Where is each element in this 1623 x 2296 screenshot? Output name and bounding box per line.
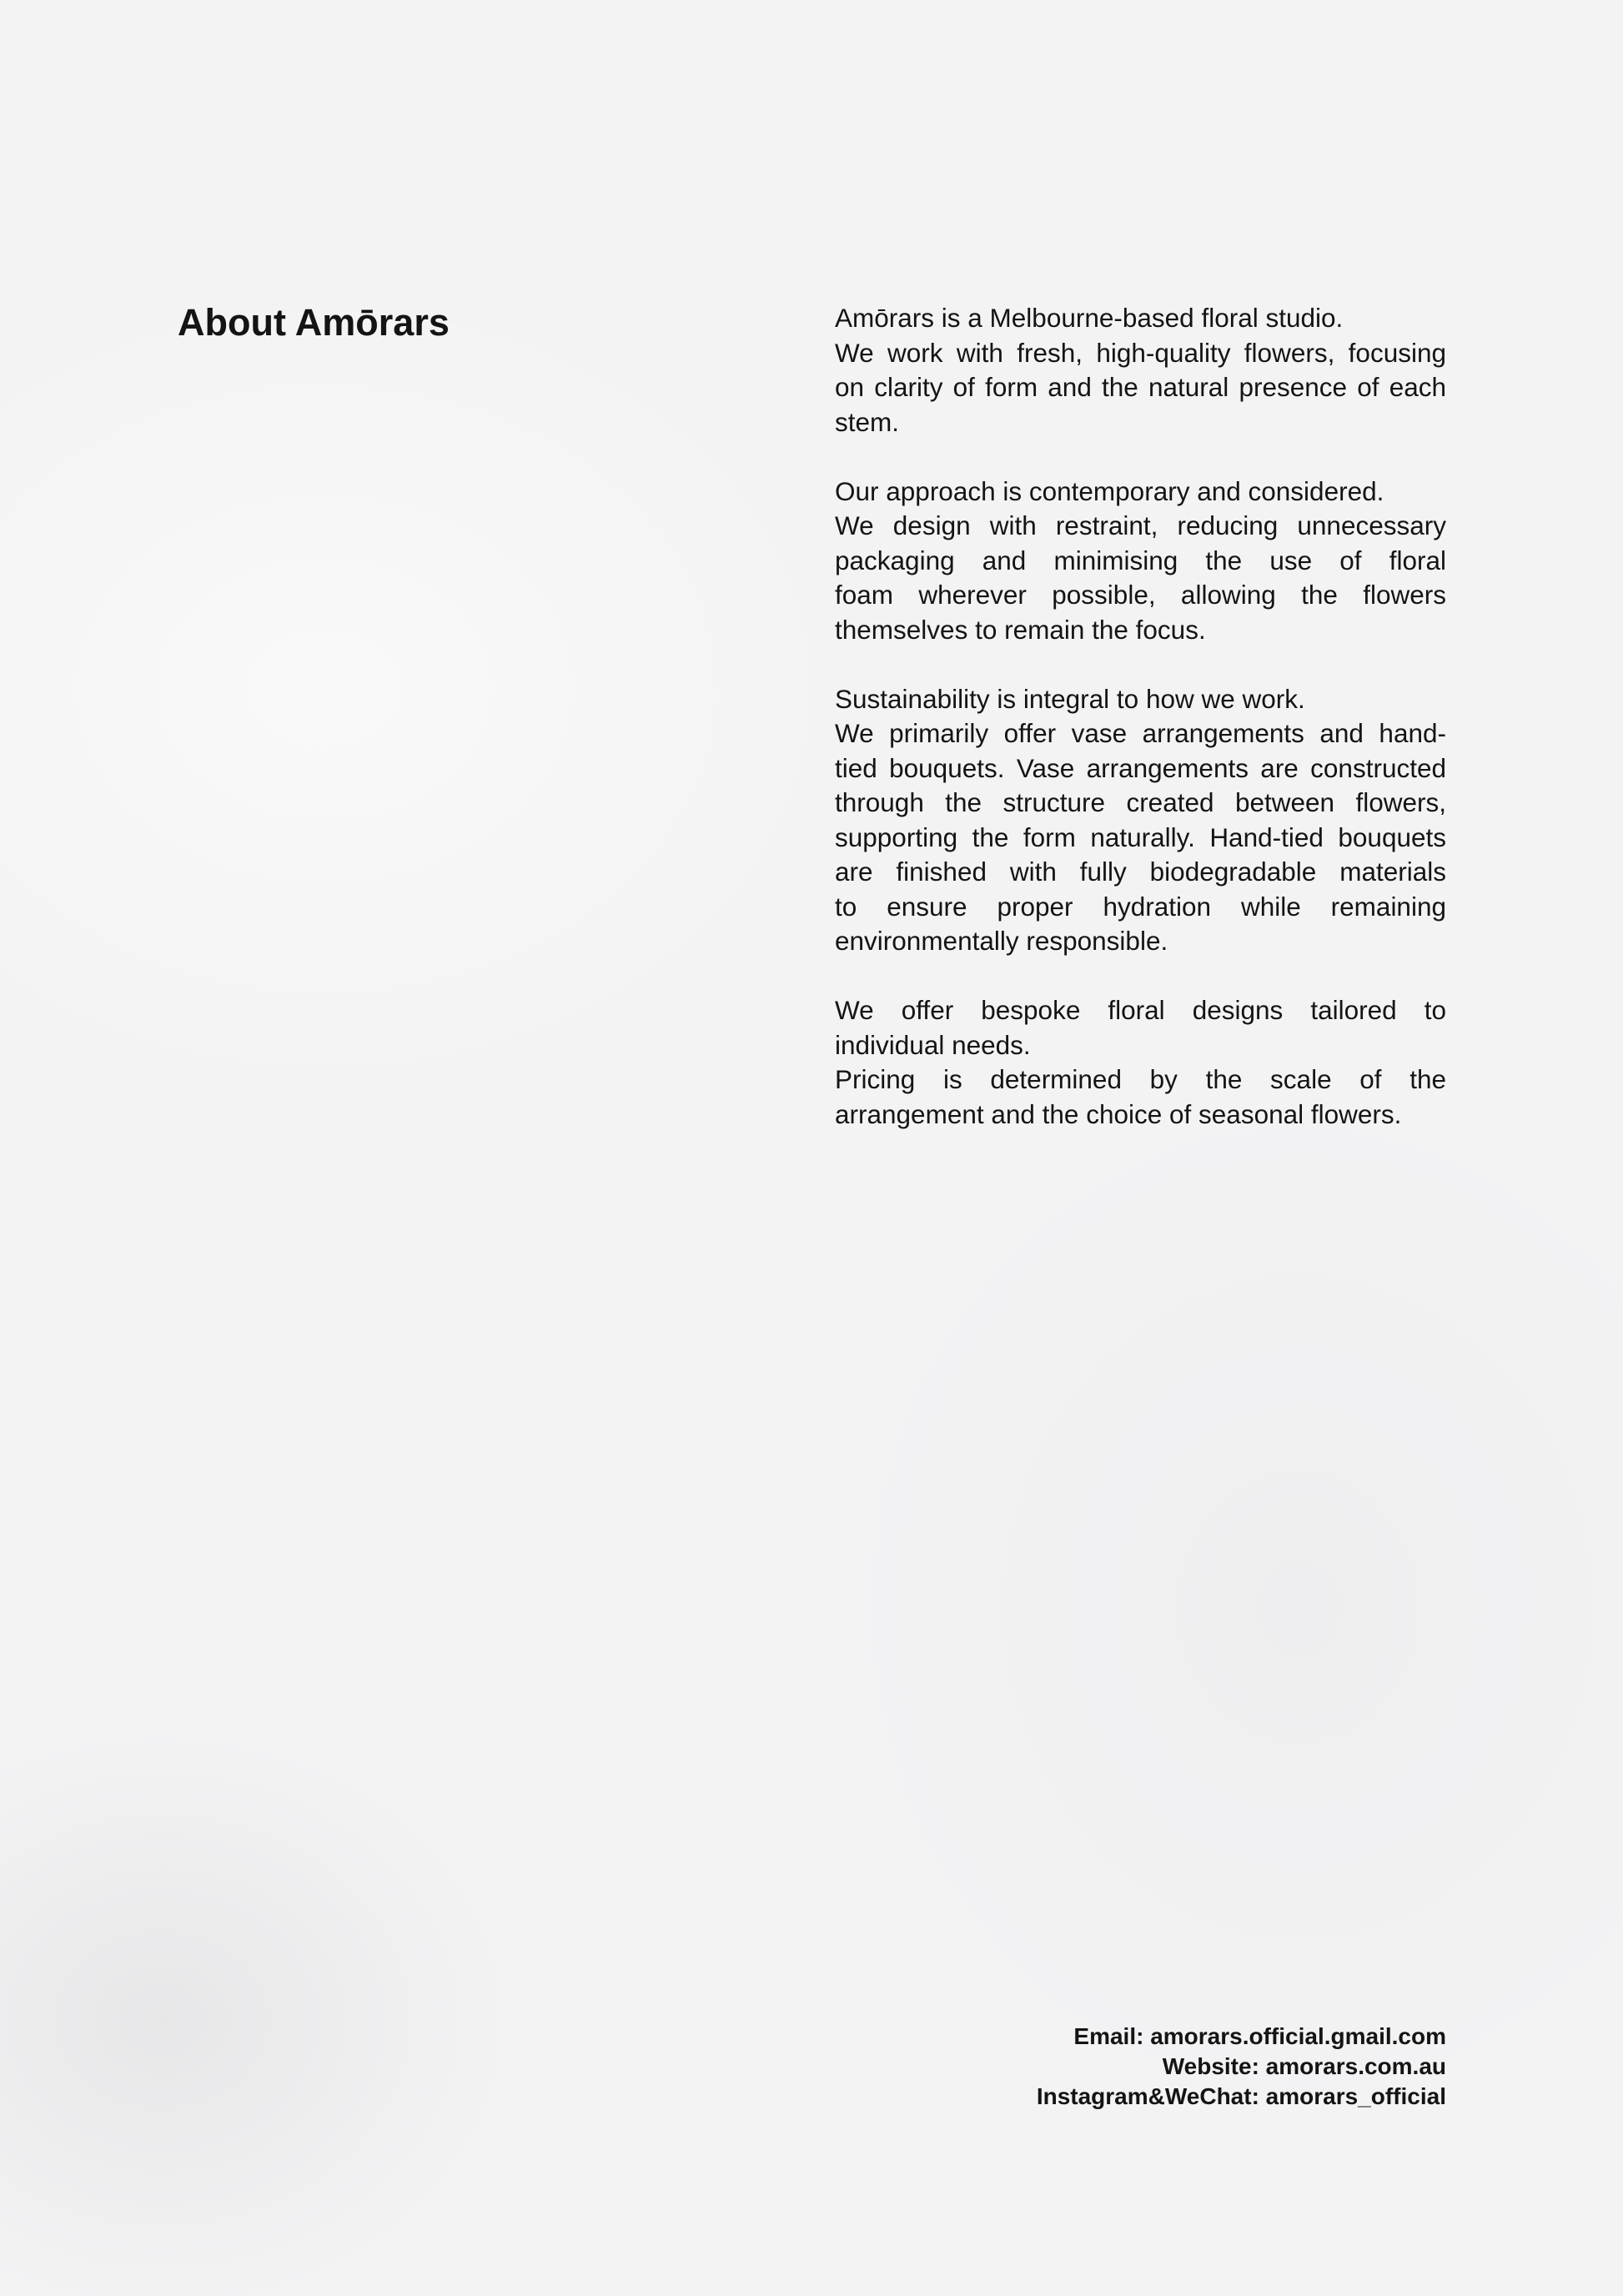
- paragraph-intro: [835, 301, 1446, 440]
- contact-block: [1037, 2022, 1446, 2112]
- text-line: We work with fresh, high-quality flowers, focusing: [835, 337, 1446, 368]
- text-line: are finished with fully biodegradable materials: [835, 857, 1446, 887]
- text-line: on clarity of form and the natural presence of each: [835, 372, 1446, 402]
- text-line: supporting the form naturally. Hand-tied bouquets: [835, 821, 1446, 852]
- text-line: themselves to remain the focus.: [835, 614, 1206, 645]
- text-line: packaging and minimising the use of floral: [835, 545, 1446, 575]
- text-line: arrangement and the choice of seasonal flowers.: [835, 1098, 1402, 1129]
- text-line: We design with restraint, reducing unnecessary: [835, 510, 1446, 540]
- text-line: environmentally responsible.: [835, 926, 1168, 956]
- text-line: Our approach is contemporary and considered.: [835, 475, 1384, 506]
- paragraph-approach: [835, 475, 1446, 648]
- contact-website: Website: amorars.com.au: [1162, 2053, 1446, 2079]
- page-title: About Amōrars: [178, 301, 450, 344]
- text-line: individual needs.: [835, 1029, 1031, 1060]
- text-line: through the structure created between flowers,: [835, 787, 1446, 817]
- about-body: [835, 301, 1446, 1167]
- text-line: We offer bespoke floral designs tailored to: [835, 995, 1446, 1025]
- paragraph-sustainability: [835, 682, 1446, 959]
- contact-social: Instagram&WeChat: amorars_official: [1036, 2083, 1446, 2109]
- text-line: Sustainability is integral to how we work.: [835, 683, 1305, 714]
- text-line: tied bouquets. Vase arrangements are constructed: [835, 752, 1446, 783]
- text-line: to ensure proper hydration while remaining: [835, 891, 1446, 922]
- text-line: Pricing is determined by the scale of the: [835, 1064, 1446, 1094]
- text-line: stem.: [835, 406, 900, 437]
- text-line: Amōrars is a Melbourne-based floral studio.: [835, 303, 1344, 333]
- contact-email: Email: amorars.official.gmail.com: [1073, 2023, 1446, 2049]
- text-line: foam wherever possible, allowing the flowers: [835, 580, 1446, 610]
- text-line: We primarily offer vase arrangements and hand-: [835, 718, 1446, 748]
- paragraph-bespoke: [835, 993, 1446, 1132]
